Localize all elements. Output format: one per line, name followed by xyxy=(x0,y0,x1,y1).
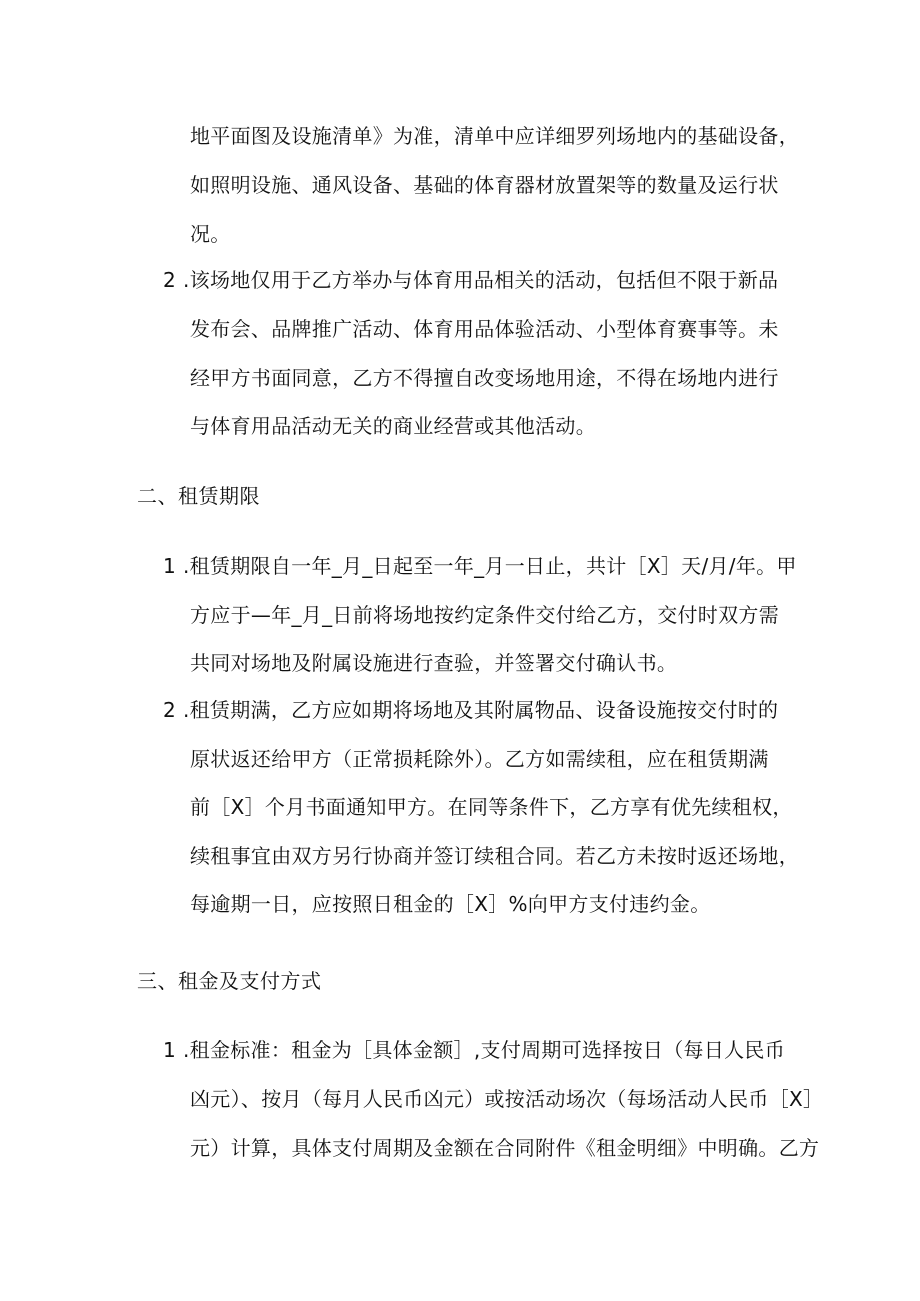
item-3-1-line-1: .租金标准：租金为［具体金额］,支付周期可选择按日（每日人民币 xyxy=(183,1038,786,1062)
item-2-1-line-2: 方应于—年_月_日前将场地按约定条件交付给乙方，交付时双方需 xyxy=(190,603,779,627)
item-1-2-line-2: 发布会、品牌推广活动、体育用品体验活动、小型体育赛事等。未 xyxy=(190,317,779,341)
item-number: 1 xyxy=(163,1038,176,1062)
item-2-2-line-1: .租赁期满，乙方应如期将场地及其附属物品、设备设施按交付时的 xyxy=(183,698,779,722)
intro-line-3: 况。 xyxy=(190,222,231,246)
item-1-2-line-3: 经甲方书面同意，乙方不得擅自改变场地用途，不得在场地内进行 xyxy=(190,366,779,390)
item-2-2-line-2: 原状返还给甲方（正常损耗除外）。乙方如需续租，应在租赁期满 xyxy=(190,747,769,771)
item-number: 2 xyxy=(163,698,176,722)
item-number: 1 xyxy=(163,554,176,578)
item-2-2-line-3: 前［X］个月书面通知甲方。在同等条件下，乙方享有优先续租权， xyxy=(190,795,793,819)
item-2-1-line-3: 共同对场地及附属设施进行查验，并签署交付确认书。 xyxy=(190,651,678,675)
item-3-1-line-2: 凶元）、按月（每月人民币凶元）或按活动场次（每场活动人民币［X］ xyxy=(190,1087,824,1111)
section-heading-lease-term: 二、租赁期限 xyxy=(137,484,260,508)
item-2-1-line-1: .租赁期限自一年_月_日起至一年_月一日止，共计［X］天/月/年。甲 xyxy=(183,554,797,578)
item-1-2-line-1: .该场地仅用于乙方举办与体育用品相关的活动，包括但不限于新品 xyxy=(183,268,779,292)
item-3-1-line-3: 元）计算，具体支付周期及金额在合同附件《租金明细》中明确。乙方 xyxy=(190,1136,820,1160)
item-1-2-line-4: 与体育用品活动无关的商业经营或其他活动。 xyxy=(190,414,596,438)
section-heading-rent-payment: 三、租金及支付方式 xyxy=(137,969,322,993)
item-2-2-line-4: 续租事宜由双方另行协商并签订续租合同。若乙方未按时返还场地， xyxy=(190,844,799,868)
intro-line-1: 地平面图及设施清单》为准，清单中应详细罗列场地内的基础设备， xyxy=(190,124,799,148)
item-2-2-line-5: 每逾期一日，应按照日租金的［X］%向甲方支付违约金。 xyxy=(190,892,711,916)
item-number: 2 xyxy=(163,268,176,292)
intro-line-2: 如照明设施、通风设备、基础的体育器材放置架等的数量及运行状 xyxy=(190,173,779,197)
